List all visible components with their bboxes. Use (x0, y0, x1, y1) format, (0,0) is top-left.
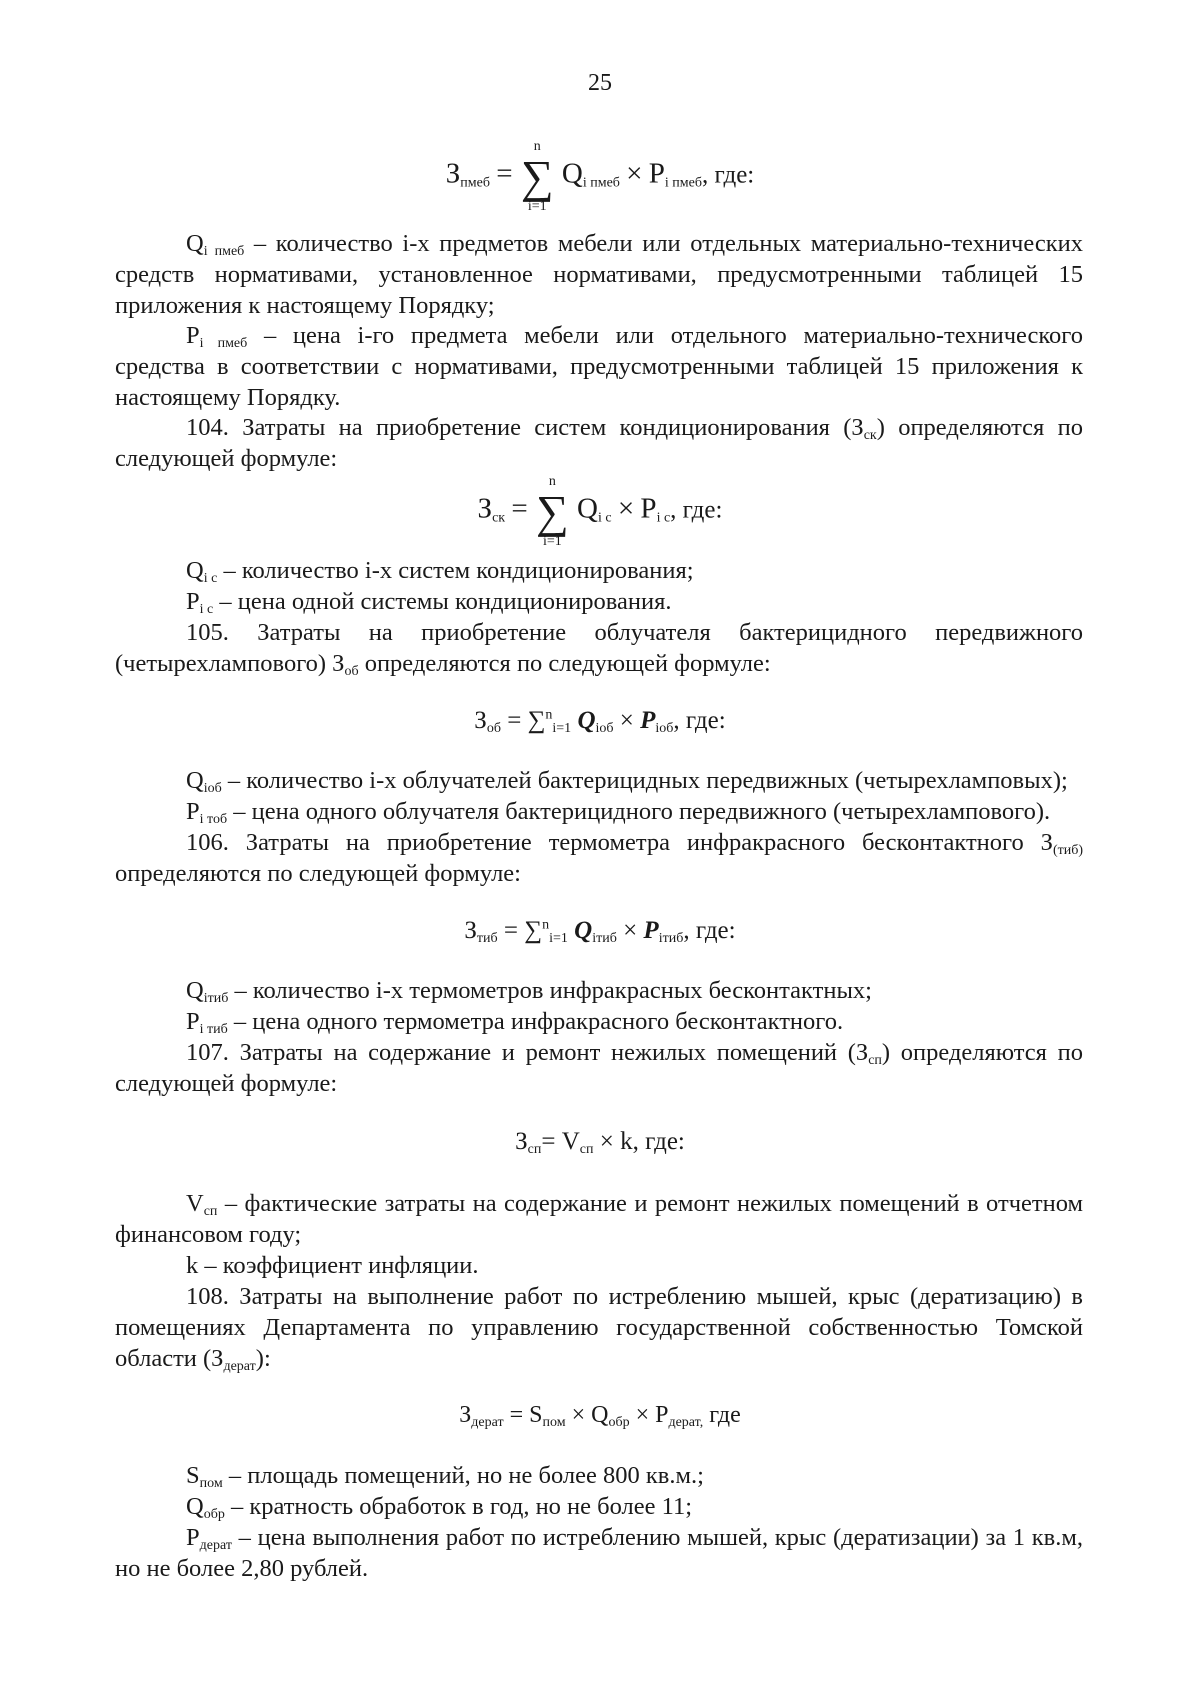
formula-tib: $З_{тиб} = \sum^n_{i=1}$ $Q_{iтиб} \times P_{iтиб}$, где: (464, 917, 736, 946)
paragraph-p-ic: $P_{i с}$ – цена одной системы кондиционирования. (186, 588, 672, 617)
paragraph-p-pmeb: $P_{i пмеб}$ – цена i-го предмета мебели или отдельного материально-технического средства в соответствии с нормативами, предусмотренными таблицей 15 приложения к настоящему Порядку. (115, 322, 1083, 411)
formula-ob: $З_{об} = \sum^n_{i=1}$ $Q_{iоб} \times P_{iоб}$, где: (474, 707, 726, 736)
paragraph-p-iob: $P_{i тоб}$ – цена одного облучателя бактерицидного передвижного (четырехлампового). (186, 798, 1051, 827)
paragraph-106: 106. Затраты на приобретение термометра инфракрасного бесконтактного $З_{(тиб)}$ определяются по следующей формуле: (115, 829, 1083, 887)
formula-sk: $З_{ск}$ = n ∑ i=1 $Q_{i с} \times P_{i с}$, где: (477, 474, 723, 549)
paragraph-105: 105. Затраты на приобретение облучателя бактерицидного передвижного (четырехлампового) $З_{об}$ определяются по следующей формуле: (115, 619, 1083, 679)
paragraph-107: 107. Затраты на содержание и ремонт нежилых помещений $(З_{сп})$ определяются по следующей формуле: (115, 1039, 1083, 1097)
paragraph-q-obr: $Q_{обр}$ – кратность обработок в год, но не более 11; (186, 1493, 693, 1522)
paragraph-p-itib: $P_{i тиб}$ – цена одного термометра инфракрасного бесконтактного. (186, 1008, 844, 1037)
paragraph-p-derat: $P_{дерат}$ – цена выполнения работ по истреблению мышей, крыс (дератизации) за 1 кв.м, но не более 2,80 рублей. (115, 1524, 1083, 1582)
paragraph-108: 108. Затраты на выполнение работ по истреблению мышей, крыс (дератизацию) в помещениях Департамента по управлению государственной собственностью Томской области $(З_{дерат})$: (115, 1283, 1083, 1374)
sum-operator: n ∑ i=1 (520, 139, 554, 214)
paragraph-104: 104. Затраты на приобретение систем кондиционирования $(З_{ск})$ определяются по следующей формуле: (115, 414, 1083, 472)
paragraph-q-pmeb: $Q_{i пмеб}$ – количество i-х предметов мебели или отдельных материально-технических средств нормативами, установленное нормативами, предусмотренными таблицей 15 приложения к настоящему Порядку; (115, 230, 1083, 319)
sum-operator: n ∑ i=1 (535, 474, 569, 549)
paragraph-q-ic: $Q_{i с}$ – количество i-х систем кондиционирования; (186, 557, 694, 586)
paragraph-q-iob: $Q_{iоб}$ – количество i-х облучателей бактерицидных передвижных (четырехламповых); (186, 767, 1068, 796)
formula-derat: $З_{дерат} = S_{пом} \times Q_{обр} \times P_{дерат,}$ где (459, 1402, 741, 1430)
paragraph-k: k – коэффициент инфляции. (186, 1252, 479, 1279)
paragraph-q-itib: $Q_{iтиб}$ – количество i-х термометров инфракрасных бесконтактных; (186, 977, 872, 1006)
paragraph-s-pom: $S_{пом}$ – площадь помещений, но не более 800 кв.м.; (186, 1462, 704, 1491)
formula-pmeb: $З_{пмеб}$ = n ∑ i=1 $Q_{i пмеб} \times P_{i пмеб}$, где: (445, 139, 755, 214)
formula-sp: $З_{сп}= V_{сп} \times k$, где: (515, 1128, 685, 1157)
paragraph-v-sp: $V_{сп}$ – фактические затраты на содержание и ремонт нежилых помещений в отчетном финансовом году; (115, 1190, 1083, 1248)
page-number: 25 (588, 70, 612, 96)
